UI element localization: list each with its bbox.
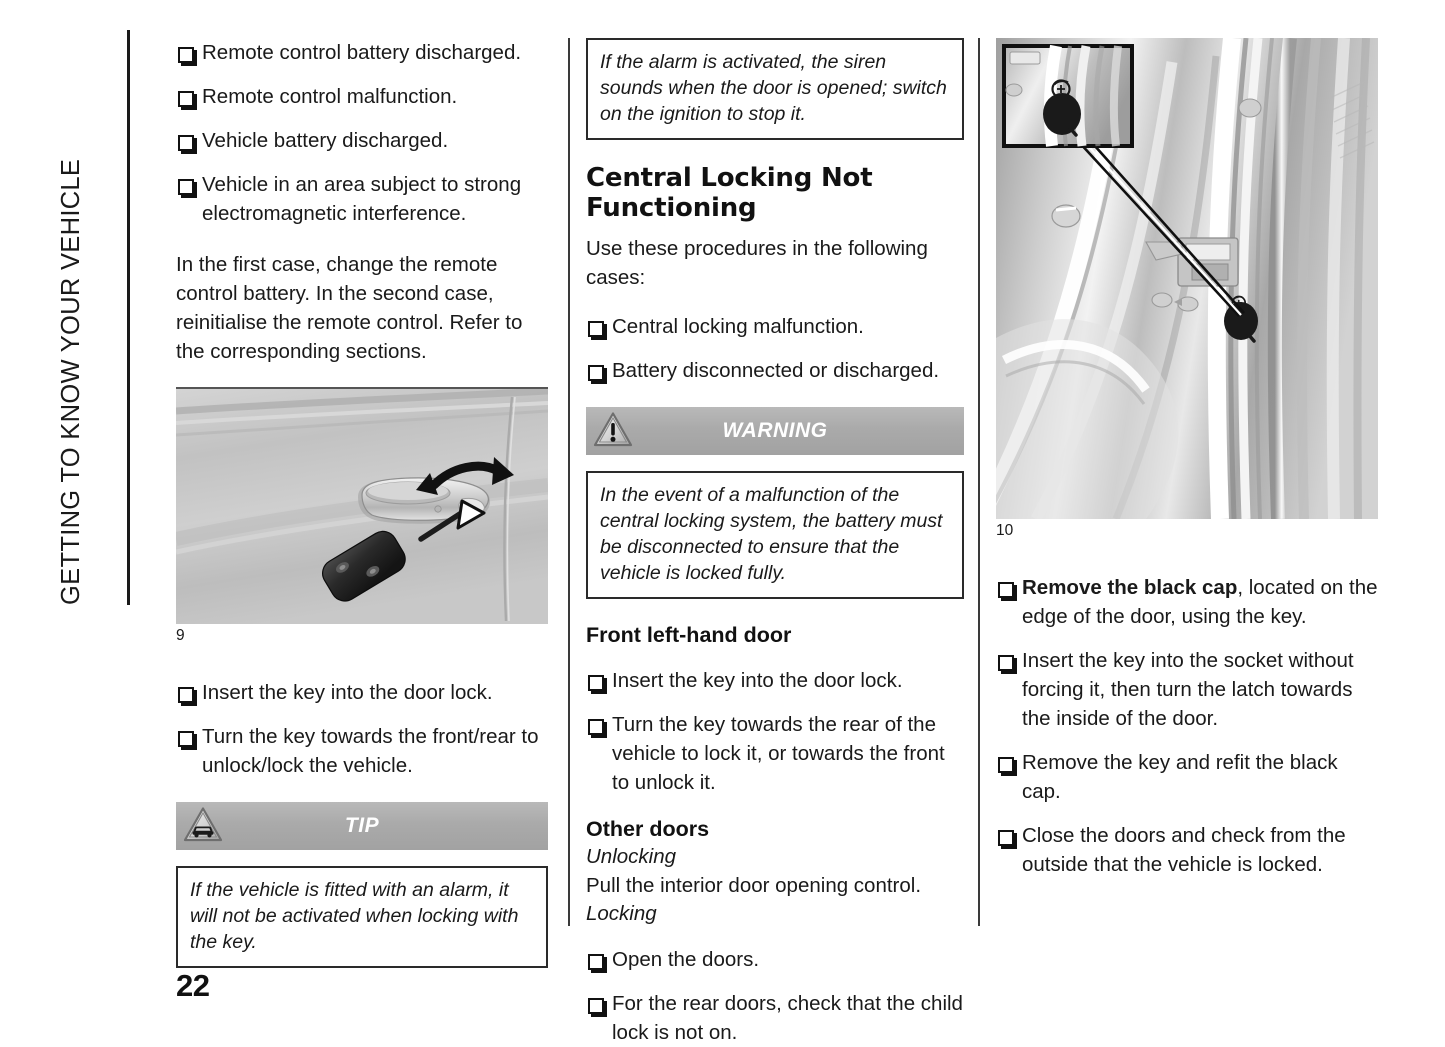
figure-10-inset bbox=[1004, 46, 1132, 146]
list-item-label: Remote control battery discharged. bbox=[202, 41, 522, 64]
list-item-label: Remove the key and refit the black cap. bbox=[1022, 751, 1338, 803]
list-item-label: , located on the edge of the door, using the key. bbox=[1022, 576, 1378, 628]
list-item bbox=[996, 821, 1378, 879]
car-door-handle-illustration bbox=[176, 389, 548, 624]
subheading-front-door: Front left-hand door bbox=[586, 623, 792, 647]
warning-note-text: In the event of a malfunction of the central locking system, the battery must be disconnected to ensure that the vehicle is locked fully. bbox=[600, 484, 943, 584]
alarm-note-text: If the alarm is activated, the siren sounds when the door is opened; switch on the ignition to stop it. bbox=[600, 51, 947, 125]
square-bullet-icon bbox=[588, 321, 604, 337]
list-item-label: Close the doors and check from the outside that the vehicle is locked. bbox=[1022, 824, 1346, 876]
list-item bbox=[586, 356, 964, 385]
list-item bbox=[996, 748, 1378, 806]
list-item bbox=[176, 170, 548, 228]
list-item bbox=[996, 646, 1378, 733]
square-bullet-icon bbox=[588, 719, 604, 735]
square-bullet-icon bbox=[178, 731, 194, 747]
warning-triangle-icon bbox=[592, 410, 634, 452]
section-heading: Central Locking Not Functioning bbox=[586, 163, 873, 223]
list-item bbox=[996, 573, 1378, 631]
list-item bbox=[176, 82, 548, 111]
list-item-label: Turn the key towards the front/rear to unlock/lock the vehicle. bbox=[202, 725, 539, 777]
left-bullet-list-after-figure bbox=[176, 678, 548, 780]
square-bullet-icon bbox=[588, 998, 604, 1014]
square-bullet-icon bbox=[588, 365, 604, 381]
list-item-label: Turn the key towards the rear of the vehicle to lock it, or towards the front to unlock it. bbox=[612, 713, 945, 794]
figure-10-caption: 10 bbox=[996, 522, 1014, 539]
square-bullet-icon bbox=[588, 954, 604, 970]
middle-column bbox=[586, 38, 964, 1047]
tip-banner bbox=[176, 802, 548, 850]
figure-10 bbox=[996, 38, 1378, 541]
locking-label: Locking bbox=[586, 902, 657, 925]
figure-9-image bbox=[176, 387, 548, 624]
list-item bbox=[176, 38, 548, 67]
square-bullet-icon bbox=[178, 135, 194, 151]
list-item-label: Insert the key into the door lock. bbox=[612, 669, 903, 692]
list-item-label: Vehicle in an area subject to strong electromagnetic interference. bbox=[202, 173, 522, 225]
square-bullet-icon bbox=[178, 47, 194, 63]
square-bullet-icon bbox=[178, 91, 194, 107]
list-item-label: Vehicle battery discharged. bbox=[202, 129, 449, 152]
list-item bbox=[176, 722, 548, 780]
left-bullet-list-top bbox=[176, 38, 548, 228]
chapter-tab-rule bbox=[127, 30, 130, 605]
warning-banner bbox=[586, 407, 964, 455]
left-column bbox=[176, 38, 548, 968]
column-divider-left bbox=[568, 38, 570, 926]
tip-note-text: If the vehicle is fitted with an alarm, it will not be activated when locking with the key. bbox=[190, 879, 519, 953]
locking-bullet-list bbox=[586, 945, 964, 1047]
list-item bbox=[176, 678, 548, 707]
warning-banner-label: WARNING bbox=[722, 419, 828, 442]
chapter-tab-label: GETTING TO KNOW YOUR VEHICLE bbox=[57, 158, 85, 605]
square-bullet-icon bbox=[178, 687, 194, 703]
square-bullet-icon bbox=[998, 655, 1014, 671]
list-item-label: Insert the key into the socket without forcing it, then turn the latch towards the inside of the door. bbox=[1022, 649, 1354, 730]
warning-note-box bbox=[586, 471, 964, 599]
square-bullet-icon bbox=[998, 830, 1014, 846]
figure-10-image bbox=[996, 38, 1378, 519]
list-item bbox=[586, 989, 964, 1047]
section-intro: Use these procedures in the following cases: bbox=[586, 237, 928, 289]
unlocking-label: Unlocking bbox=[586, 845, 677, 868]
door-edge-illustration bbox=[996, 38, 1378, 519]
list-item-label: Battery disconnected or discharged. bbox=[612, 359, 940, 382]
square-bullet-icon bbox=[178, 179, 194, 195]
square-bullet-icon bbox=[588, 675, 604, 691]
front-door-bullet-list bbox=[586, 666, 964, 797]
tip-banner-label: TIP bbox=[344, 814, 380, 837]
middle-bullet-list bbox=[586, 312, 964, 385]
right-column bbox=[996, 38, 1378, 879]
list-item-label: Remote control malfunction. bbox=[202, 85, 458, 108]
figure-9 bbox=[176, 387, 548, 646]
list-item bbox=[586, 710, 964, 797]
square-bullet-icon bbox=[998, 757, 1014, 773]
figure-9-caption: 9 bbox=[176, 627, 185, 644]
page-number: 22 bbox=[176, 968, 210, 1003]
list-item-label: Insert the key into the door lock. bbox=[202, 681, 493, 704]
chapter-tab bbox=[57, 30, 130, 605]
list-item bbox=[586, 666, 964, 695]
list-item-label: Open the doors. bbox=[612, 948, 760, 971]
list-item bbox=[586, 945, 964, 974]
subheading-other-doors: Other doors bbox=[586, 817, 710, 841]
list-item-emphasis: Remove the black cap bbox=[1022, 576, 1238, 599]
column-divider-right bbox=[978, 38, 980, 926]
right-bullet-list bbox=[996, 573, 1378, 879]
left-paragraph: In the first case, change the remote control battery. In the second case, reinitialise the remote control. Refer to the corresponding sections. bbox=[176, 253, 523, 363]
tip-note-box bbox=[176, 866, 548, 968]
list-item-label: Central locking malfunction. bbox=[612, 315, 864, 338]
alarm-note-box bbox=[586, 38, 964, 140]
car-warning-triangle-icon bbox=[182, 805, 224, 847]
list-item bbox=[586, 312, 964, 341]
list-item bbox=[176, 126, 548, 155]
unlocking-text: Pull the interior door opening control. bbox=[586, 874, 922, 897]
square-bullet-icon bbox=[998, 582, 1014, 598]
list-item-label: For the rear doors, check that the child lock is not on. bbox=[612, 992, 963, 1044]
